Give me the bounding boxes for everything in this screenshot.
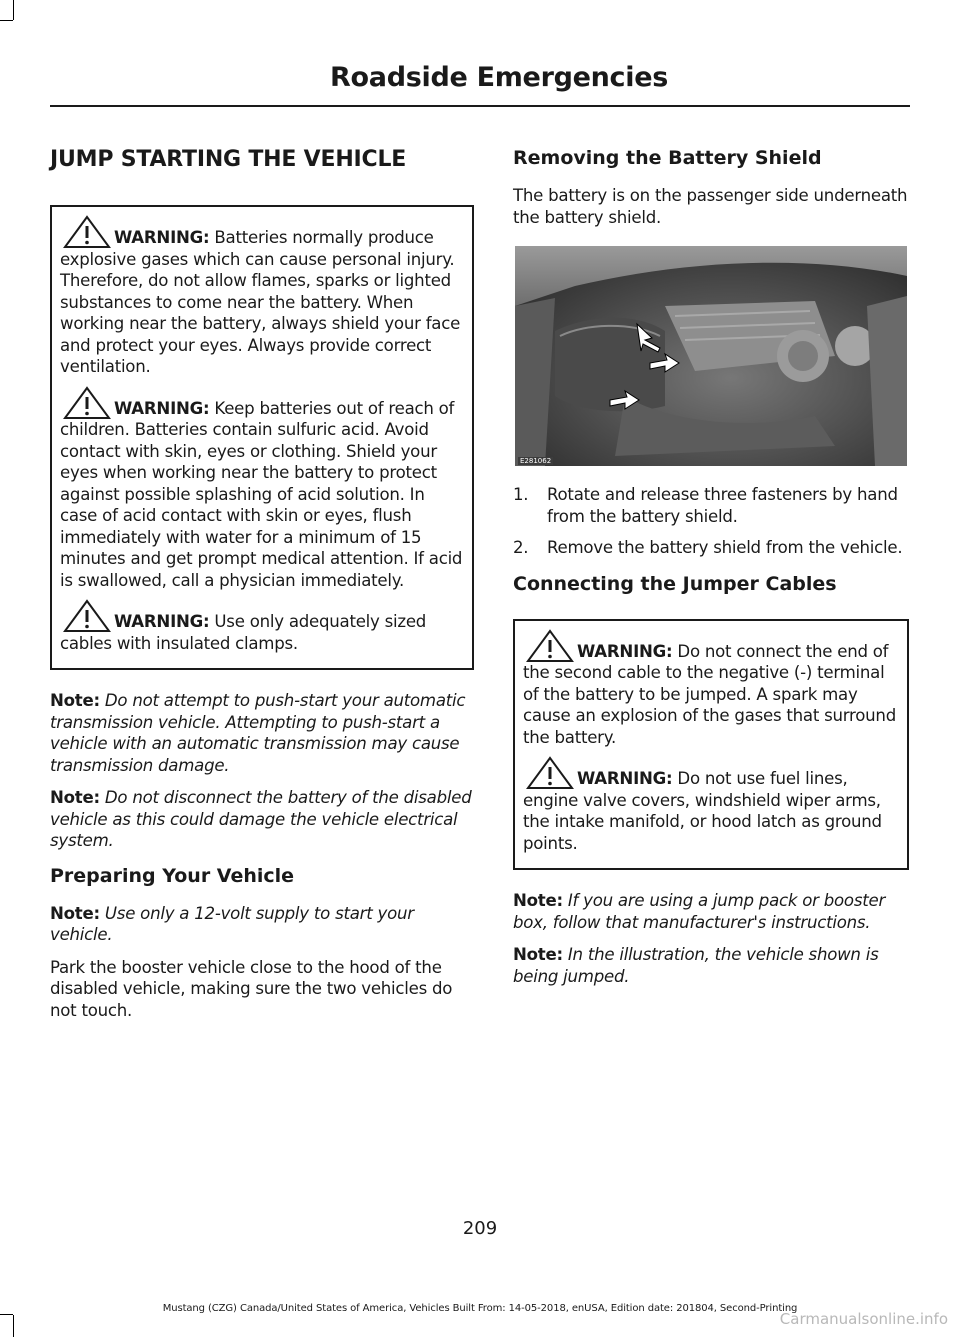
note-label: Note:	[513, 945, 563, 964]
left-column	[50, 145, 474, 1032]
note	[50, 690, 474, 776]
note-label: Note:	[513, 891, 563, 910]
warning-triangle-icon	[62, 215, 112, 249]
note-text: If you are using a jump pack or booster box, follow that manufacturer's instructions.	[513, 891, 886, 932]
warning-label: WARNING:	[577, 769, 673, 788]
list-item	[513, 537, 909, 559]
note	[50, 903, 474, 946]
warning-text: Batteries normally produce explosive gases which can cause personal injury. Therefore, do not allow flames, sparks or lighted substances to come near the battery. When working near the battery, always shield your face and protect your eyes. Always provide correct ventilation.	[60, 228, 461, 376]
warning-text: Use only adequately sized cables with insulated clamps.	[60, 612, 427, 653]
crop-mark	[0, 1314, 13, 1315]
subheading: Removing the Battery Shield	[513, 147, 822, 169]
engine-bay-image	[515, 246, 907, 466]
page-number: 209	[462, 1218, 498, 1239]
paragraph: The battery is on the passenger side underneath the battery shield.	[513, 186, 908, 227]
warning-item	[60, 394, 464, 592]
note-label: Note:	[50, 903, 100, 923]
note	[513, 890, 909, 933]
warning-text: Do not connect the end of the second cable to the negative (-) terminal of the battery to be jumped. A spark may cause an explosion of the gases that surround the battery.	[523, 641, 896, 747]
note-text: Do not attempt to push-start your automatic transmission vehicle. Attempting to push-start a vehicle with an automatic transmission may cause transmission damage.	[50, 691, 466, 775]
list-item	[513, 484, 909, 527]
right-column	[513, 145, 909, 998]
note	[50, 787, 474, 852]
note-label: Note:	[50, 788, 100, 807]
warning-item	[60, 223, 464, 378]
warning-box	[50, 205, 474, 670]
watermark: Carmanualsonline.info	[779, 1310, 948, 1328]
warning-label: WARNING:	[114, 612, 210, 631]
steps-list	[513, 484, 909, 559]
warning-label: WARNING:	[114, 398, 210, 418]
warning-triangle-icon	[62, 599, 112, 633]
section-heading: JUMP STARTING THE VEHICLE	[50, 147, 407, 172]
header-divider	[50, 105, 910, 107]
warning-label: WARNING:	[114, 228, 210, 247]
warning-box	[513, 619, 909, 871]
warning-item	[523, 637, 899, 749]
warning-text: Keep batteries out of reach of children. Batteries contain sulfuric acid. Avoid contact with skin, eyes or clothing. Shield your eyes when working near the battery to protect against possible splashing of acid solution. In case of acid contact with skin or eyes, flush immediately with water for a minimum of 15 minutes and get prompt medical attention. If acid is swallowed, call a physician immediately.	[60, 398, 463, 590]
warning-triangle-icon	[525, 629, 575, 663]
warning-triangle-icon	[62, 386, 112, 420]
paragraph: Park the booster vehicle close to the hood of the disabled vehicle, making sure the two vehicles do not touch.	[50, 957, 453, 1020]
step-number: 1.	[513, 485, 529, 504]
section-title: Roadside Emergencies	[330, 62, 668, 93]
note-text: Use only a 12-volt supply to start your vehicle.	[50, 903, 414, 944]
note	[513, 944, 909, 987]
engine-bay-illustration	[515, 246, 907, 466]
warning-triangle-icon	[525, 756, 575, 790]
crop-mark	[13, 0, 14, 20]
note-text: Do not disconnect the battery of the disabled vehicle as this could damage the vehicle electrical system.	[50, 788, 472, 850]
note-label: Note:	[50, 691, 100, 710]
step-number: 2.	[513, 538, 529, 557]
warning-label: WARNING:	[577, 641, 673, 661]
step-text: Rotate and release three fasteners by hand from the battery shield.	[547, 485, 898, 526]
footer-text: Mustang (CZG) Canada/United States of America, Vehicles Built From: 14-05-2018, enUSA, Edition date: 201804, Second-Printing	[162, 1303, 798, 1314]
warning-text: Do not use fuel lines, engine valve covers, windshield wiper arms, the intake manifold, or hood latch as ground points.	[523, 769, 882, 853]
warning-item	[60, 607, 464, 654]
note-text: In the illustration, the vehicle shown is being jumped.	[513, 945, 879, 986]
step-text: Remove the battery shield from the vehicle.	[547, 538, 903, 557]
crop-mark	[13, 1315, 14, 1337]
subheading: Connecting the Jumper Cables	[513, 572, 837, 595]
subheading: Preparing Your Vehicle	[50, 864, 295, 887]
figure-code: E281062	[520, 457, 552, 465]
warning-item	[523, 764, 899, 854]
crop-mark	[0, 20, 13, 21]
